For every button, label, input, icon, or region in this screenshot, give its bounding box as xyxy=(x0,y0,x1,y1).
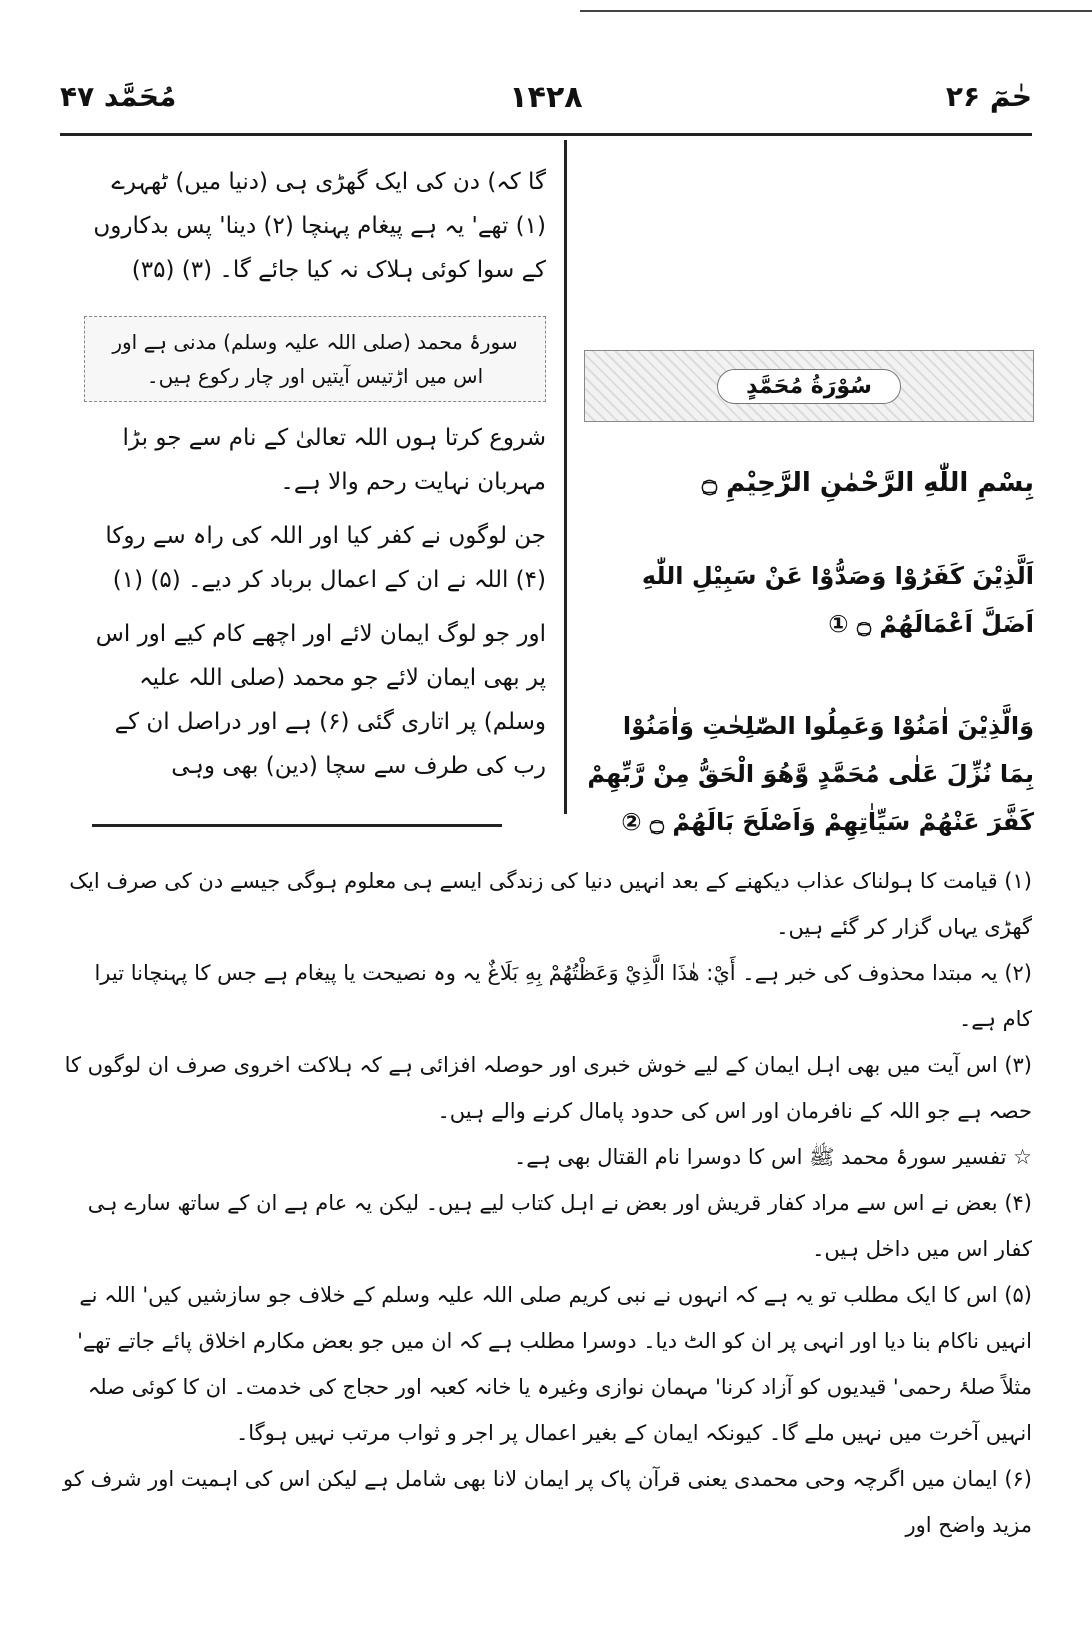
translation-paragraph: گا کہ) دن کی ایک گھڑی ہی (دنیا میں) ٹھہرے (۱) تھے' یہ ہے پیغام پہنچا (۲) دینا' پس بدکاروں کے سوا کوئی ہلاک نہ کیا جائے گا۔ (۳) (۳۵) xyxy=(93,169,546,283)
footnote: (۱) قیامت کا ہولناک عذاب دیکھنے کے بعد انہیں دنیا کی زندگی ایسے ہی معلوم ہوگی جیسے دن کی صرف ایک گھڑی یہاں گزار کر گئے ہیں۔ xyxy=(69,869,1032,939)
header-left-label: مُحَمَّد ۴۷ xyxy=(60,80,177,113)
surah-intro-box: سورۂ محمد (صلی اللہ علیہ وسلم) مدنی ہے اور اس میں اڑتیس آیتیں اور چار رکوع ہیں۔ xyxy=(84,316,546,402)
footnote: (۳) اس آیت میں بھی اہل ایمان کے لیے خوش خبری اور حوصلہ افزائی ہے کہ ہلاکت اخروی صرف ان لوگوں کا حصہ ہے جو اللہ کے نافرمان اور اس کی حدود پامال کرنے والے ہیں۔ xyxy=(64,1053,1032,1123)
surah-title-banner xyxy=(584,350,1034,422)
ayah-1: اَلَّذِيْنَ كَفَرُوْا وَصَدُّوْا عَنْ سَبِيْلِ اللّٰهِ اَضَلَّ اَعْمَالَهُمْ ۝ ① xyxy=(641,562,1034,638)
footnote-rule xyxy=(92,824,502,827)
footnote: (۶) ایمان میں اگرچہ وحی محمدی یعنی قرآن پاک پر ایمان لانا بھی شامل ہے لیکن اس کی اہمیت اور شرف کو مزید واضح اور xyxy=(62,1467,1032,1537)
ayah-2: وَالَّذِيْنَ اٰمَنُوْا وَعَمِلُوا الصّٰلِحٰتِ وَاٰمَنُوْا بِمَا نُزِّلَ عَلٰى مُحَمَّدٍ وَّهُوَ الْحَقُّ مِنْ رَّبِّهِمْ كَفَّرَ عَنْهُمْ سَيِّاٰتِهِمْ وَاَصْلَحَ بَالَهُمْ ۝ ② xyxy=(587,712,1034,836)
translation-paragraph: جن لوگوں نے کفر کیا اور اللہ کی راہ سے روکا (۴) اللہ نے ان کے اعمال برباد کر دیے۔ (۵) (۱) xyxy=(105,523,546,593)
arabic-column xyxy=(584,160,1034,846)
header-rule xyxy=(60,133,1032,136)
translation-paragraph: اور جو لوگ ایمان لائے اور اچھے کام کیے اور اس پر بھی ایمان لائے جو محمد (صلی اللہ علیہ وسلم) پر اتاری گئی (۶) ہے اور دراصل ان کے رب کی طرف سے سچا (دین) بھی وہی xyxy=(95,621,546,779)
footnotes xyxy=(60,858,1032,1548)
column-divider xyxy=(564,140,567,814)
footnote: (۵) اس کا ایک مطلب تو یہ ہے کہ انہوں نے نبی کریم صلی اللہ علیہ وسلم کے خلاف جو سازشیں کیں' اللہ نے انہیں ناکام بنا دیا اور انہی پر ان کو الٹ دیا۔ دوسرا مطلب ہے کہ ان میں جو بعض مکارم اخلاق پائے جاتے تھے' مثلاً صلۂ رحمی' قیدیوں کو آزاد کرنا' مہمان نوازی وغیرہ یا خانہ کعبہ اور حجاج کی خدمت۔ ان کا کوئی صلہ انہیں آخرت میں نہیں ملے گا۔ کیونکہ ایمان کے بغیر اعمال پر اجر و ثواب مرتب نہیں ہوگا۔ xyxy=(77,1283,1032,1445)
page-header xyxy=(60,80,1032,124)
top-border-line xyxy=(580,10,1092,12)
surah-title: سُوْرَةُ مُحَمَّدٍ xyxy=(717,369,901,404)
page-number: ۱۴۲۸ xyxy=(509,80,583,115)
footnote: (۲) یہ مبتدا محذوف کی خبر ہے۔ أَيْ: هٰذَا الَّذِيْ وَعَظْتُهُمْ بِهِ بَلَاغٌ یہ وہ نصیحت یا پیغام ہے جس کا پہنچانا تیرا کام ہے۔ xyxy=(94,961,1032,1031)
header-right-label: حٰمٓ ۲۶ xyxy=(945,80,1032,113)
translation-paragraph: شروع کرتا ہوں اللہ تعالیٰ کے نام سے جو بڑا مہربان نہایت رحم والا ہے۔ xyxy=(122,425,546,495)
urdu-translation-column xyxy=(84,160,546,798)
footnote: ☆ تفسیر سورۂ محمد ﷺ اس کا دوسرا نام القتال بھی ہے۔ xyxy=(513,1145,1032,1169)
footnote: (۴) بعض نے اس سے مراد کفار قریش اور بعض نے اہل کتاب لیے ہیں۔ لیکن یہ عام ہے ان کے ساتھ سارے ہی کفار اس میں داخل ہیں۔ xyxy=(87,1191,1032,1261)
bismillah: بِسْمِ اللّٰهِ الرَّحْمٰنِ الرَّحِيْمِ ۝ xyxy=(701,468,1034,498)
